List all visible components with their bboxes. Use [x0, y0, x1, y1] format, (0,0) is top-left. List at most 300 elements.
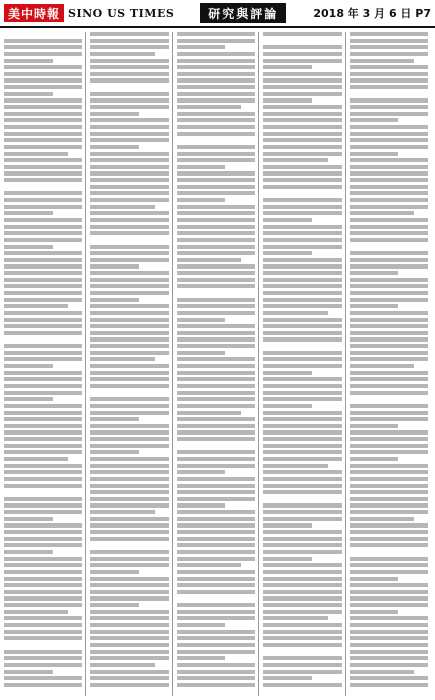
text-line	[263, 251, 312, 255]
text-line	[4, 636, 82, 640]
text-line	[263, 470, 341, 474]
text-line	[263, 231, 341, 235]
text-line	[90, 118, 168, 122]
text-line	[90, 291, 168, 295]
text-line	[90, 278, 168, 282]
text-line	[4, 543, 82, 547]
text-line	[4, 72, 82, 76]
text-line	[350, 630, 428, 634]
article-column-3	[177, 32, 259, 696]
text-line	[263, 577, 341, 581]
text-line	[350, 185, 428, 189]
text-line	[177, 523, 255, 527]
text-line	[350, 583, 428, 587]
text-line	[177, 470, 226, 474]
text-line	[263, 185, 341, 189]
text-line	[4, 45, 82, 49]
text-line	[263, 178, 341, 182]
text-line	[263, 537, 341, 541]
text-line	[90, 331, 168, 335]
text-line	[4, 497, 82, 501]
text-line	[263, 610, 341, 614]
text-line	[90, 590, 168, 594]
text-line	[4, 404, 82, 408]
text-line	[90, 258, 168, 262]
text-line	[90, 444, 168, 448]
text-line	[263, 417, 341, 421]
text-line	[4, 351, 82, 355]
text-line	[177, 211, 255, 215]
text-line	[177, 650, 255, 654]
text-line	[90, 298, 139, 302]
text-line	[90, 457, 168, 461]
text-line	[4, 284, 82, 288]
text-line	[177, 32, 255, 36]
text-line	[4, 211, 53, 215]
text-line	[177, 577, 255, 581]
text-line	[4, 225, 82, 229]
text-line	[4, 650, 82, 654]
text-line	[4, 52, 82, 56]
text-line	[263, 225, 341, 229]
text-line	[90, 32, 168, 36]
text-line	[263, 450, 341, 454]
text-line	[4, 59, 53, 63]
text-line	[350, 271, 399, 275]
text-line	[263, 218, 312, 222]
text-line	[90, 98, 168, 102]
text-line	[263, 331, 341, 335]
text-line	[90, 623, 168, 627]
text-line	[263, 39, 341, 43]
masthead	[0, 0, 435, 28]
text-line	[177, 550, 255, 554]
text-line	[90, 238, 168, 242]
text-line	[263, 676, 312, 680]
text-line	[90, 158, 168, 162]
text-line	[90, 411, 168, 415]
text-line	[4, 537, 82, 541]
text-line	[177, 105, 241, 109]
text-line	[263, 271, 341, 275]
text-line	[350, 264, 428, 268]
text-line	[350, 65, 428, 69]
text-line	[350, 537, 428, 541]
text-line	[4, 563, 82, 567]
text-line	[4, 444, 82, 448]
text-block	[350, 32, 428, 687]
text-line	[90, 596, 168, 600]
text-line	[90, 92, 168, 96]
text-line	[177, 118, 255, 122]
text-line	[350, 39, 428, 43]
text-line	[4, 158, 82, 162]
text-line	[90, 198, 168, 202]
text-line	[350, 391, 428, 395]
text-line	[4, 570, 82, 574]
text-line	[263, 411, 341, 415]
text-line	[350, 238, 428, 242]
text-line	[90, 550, 168, 554]
text-line	[263, 563, 341, 567]
text-line	[90, 577, 168, 581]
text-line	[177, 503, 226, 507]
text-line	[263, 311, 327, 315]
text-line	[263, 238, 341, 242]
text-line	[263, 570, 341, 574]
text-line	[350, 78, 428, 82]
text-line	[90, 663, 154, 667]
text-line	[90, 610, 168, 614]
text-line	[4, 344, 82, 348]
text-line	[263, 92, 341, 96]
text-line	[177, 278, 255, 282]
text-line	[350, 464, 428, 468]
text-line	[350, 218, 428, 222]
text-line	[4, 670, 53, 674]
text-line	[177, 450, 255, 454]
text-line	[350, 132, 428, 136]
text-line	[350, 165, 428, 169]
text-line	[177, 477, 255, 481]
text-line	[263, 65, 312, 69]
text-line	[350, 364, 414, 368]
text-line	[350, 590, 428, 594]
text-line	[177, 245, 255, 249]
text-line	[263, 590, 341, 594]
text-line	[350, 118, 399, 122]
dateline	[313, 5, 431, 21]
text-line	[177, 112, 255, 116]
text-line	[4, 32, 82, 36]
text-line	[350, 683, 428, 687]
text-line	[263, 683, 341, 687]
text-line	[263, 98, 312, 102]
text-line	[350, 550, 428, 554]
text-line	[90, 85, 168, 89]
section-title	[200, 3, 286, 23]
text-block	[90, 32, 168, 687]
text-line	[350, 298, 428, 302]
text-line	[350, 231, 428, 235]
text-line	[350, 98, 428, 102]
text-line	[350, 371, 428, 375]
text-line	[4, 417, 82, 421]
text-line	[4, 643, 82, 647]
text-line	[90, 351, 168, 355]
text-line	[90, 464, 168, 468]
text-line	[177, 165, 226, 169]
text-line	[350, 437, 428, 441]
text-line	[90, 78, 168, 82]
text-line	[90, 404, 168, 408]
text-line	[90, 437, 168, 441]
text-line	[4, 510, 82, 514]
text-line	[4, 65, 82, 69]
text-line	[4, 171, 82, 175]
issue-date: 2018 年 3 月 6 日	[313, 7, 412, 20]
text-line	[350, 205, 428, 209]
text-line	[263, 670, 341, 674]
text-line	[4, 517, 53, 521]
text-line	[4, 430, 82, 434]
text-line	[350, 211, 414, 215]
text-line	[90, 583, 168, 587]
text-line	[350, 318, 428, 322]
text-line	[263, 523, 312, 527]
text-line	[90, 570, 139, 574]
text-line	[4, 92, 53, 96]
text-line	[90, 371, 168, 375]
text-line	[350, 656, 428, 660]
text-line	[263, 643, 341, 647]
text-line	[350, 311, 428, 315]
text-line	[177, 616, 255, 620]
text-line	[263, 550, 341, 554]
text-line	[350, 477, 428, 481]
text-line	[90, 185, 168, 189]
text-line	[4, 218, 82, 222]
text-line	[350, 158, 428, 162]
text-line	[4, 523, 82, 527]
text-line	[350, 417, 428, 421]
text-line	[4, 384, 82, 388]
section-title-text: 研究與評論	[208, 6, 279, 21]
text-line	[350, 284, 428, 288]
text-line	[350, 543, 428, 547]
text-line	[4, 397, 53, 401]
text-line	[263, 384, 341, 388]
text-line	[90, 377, 168, 381]
text-line	[4, 304, 68, 308]
text-line	[177, 225, 255, 229]
text-line	[177, 98, 255, 102]
text-line	[90, 225, 168, 229]
text-line	[4, 656, 82, 660]
text-line	[4, 603, 82, 607]
text-line	[263, 656, 341, 660]
text-line	[90, 497, 168, 501]
page-number: P7	[415, 7, 431, 20]
text-line	[4, 457, 68, 461]
text-line	[350, 636, 428, 640]
text-line	[4, 251, 82, 255]
text-line	[177, 331, 255, 335]
text-line	[177, 371, 255, 375]
text-line	[350, 411, 428, 415]
text-line	[4, 298, 82, 302]
text-line	[4, 112, 82, 116]
text-line	[4, 557, 82, 561]
text-line	[350, 59, 414, 63]
text-line	[90, 603, 139, 607]
text-line	[177, 125, 255, 129]
text-line	[90, 676, 168, 680]
text-line	[90, 231, 168, 235]
text-line	[263, 32, 341, 36]
text-line	[90, 357, 154, 361]
text-line	[4, 371, 82, 375]
text-line	[350, 324, 428, 328]
text-line	[350, 450, 428, 454]
text-line	[263, 351, 341, 355]
text-line	[4, 470, 82, 474]
text-line	[90, 490, 168, 494]
text-line	[177, 411, 241, 415]
text-line	[90, 112, 139, 116]
text-line	[90, 503, 168, 507]
text-line	[177, 185, 255, 189]
text-line	[263, 59, 341, 63]
text-line	[90, 683, 168, 687]
text-line	[177, 258, 241, 262]
text-block	[4, 32, 82, 687]
text-line	[263, 198, 341, 202]
text-line	[263, 616, 327, 620]
text-line	[90, 650, 168, 654]
text-line	[350, 344, 428, 348]
text-line	[4, 185, 82, 189]
text-line	[177, 636, 255, 640]
text-line	[177, 377, 255, 381]
text-line	[90, 656, 168, 660]
text-line	[177, 543, 255, 547]
text-line	[263, 72, 341, 76]
text-line	[90, 670, 168, 674]
text-line	[350, 484, 428, 488]
text-block	[263, 32, 341, 687]
text-line	[90, 52, 154, 56]
text-line	[4, 278, 82, 282]
text-line	[4, 490, 82, 494]
text-line	[177, 291, 255, 295]
text-line	[4, 616, 82, 620]
text-line	[90, 218, 168, 222]
text-line	[90, 72, 168, 76]
text-line	[350, 178, 428, 182]
text-line	[177, 218, 255, 222]
text-line	[177, 311, 255, 315]
text-line	[177, 497, 255, 501]
text-line	[350, 258, 428, 262]
text-line	[263, 391, 341, 395]
text-line	[350, 570, 428, 574]
text-line	[177, 570, 255, 574]
text-line	[350, 603, 428, 607]
text-line	[350, 523, 428, 527]
text-line	[350, 490, 428, 494]
text-line	[177, 39, 255, 43]
text-line	[90, 211, 168, 215]
text-line	[350, 530, 428, 534]
text-line	[90, 165, 168, 169]
text-line	[263, 371, 312, 375]
text-line	[350, 138, 428, 142]
text-line	[350, 384, 428, 388]
text-line	[177, 45, 226, 49]
text-line	[177, 464, 255, 468]
text-line	[263, 630, 341, 634]
text-line	[177, 417, 255, 421]
text-line	[177, 145, 255, 149]
text-line	[350, 351, 428, 355]
text-line	[263, 85, 341, 89]
text-line	[4, 132, 82, 136]
text-line	[90, 138, 168, 142]
text-line	[263, 118, 341, 122]
text-line	[90, 470, 168, 474]
text-line	[4, 424, 82, 428]
text-line	[350, 517, 414, 521]
text-line	[4, 198, 82, 202]
text-line	[4, 337, 82, 341]
text-line	[90, 251, 168, 255]
text-line	[4, 357, 82, 361]
text-line	[4, 178, 82, 182]
text-line	[4, 477, 82, 481]
text-line	[90, 171, 168, 175]
text-line	[350, 577, 399, 581]
text-line	[350, 623, 428, 627]
text-line	[263, 324, 341, 328]
text-line	[263, 636, 341, 640]
text-line	[177, 92, 255, 96]
text-line	[90, 132, 168, 136]
text-line	[90, 205, 154, 209]
text-line	[263, 503, 341, 507]
text-line	[263, 298, 341, 302]
text-line	[177, 643, 255, 647]
text-line	[263, 397, 341, 401]
text-line	[90, 304, 168, 308]
text-line	[4, 324, 82, 328]
text-line	[177, 437, 255, 441]
text-line	[350, 503, 428, 507]
text-line	[4, 437, 82, 441]
text-line	[4, 105, 82, 109]
text-line	[177, 205, 255, 209]
text-line	[177, 178, 255, 182]
text-line	[350, 457, 399, 461]
text-line	[177, 623, 226, 627]
text-line	[90, 245, 168, 249]
text-line	[4, 264, 82, 268]
text-line	[177, 191, 255, 195]
text-line	[177, 596, 255, 600]
text-line	[90, 45, 168, 49]
text-line	[90, 417, 139, 421]
text-line	[177, 85, 255, 89]
article-columns	[4, 32, 431, 696]
text-line	[4, 152, 68, 156]
text-line	[350, 397, 428, 401]
text-line	[177, 158, 255, 162]
text-line	[177, 490, 255, 494]
text-line	[263, 284, 341, 288]
text-line	[263, 165, 341, 169]
text-line	[350, 337, 428, 341]
text-line	[263, 158, 327, 162]
text-line	[4, 165, 82, 169]
text-line	[4, 318, 82, 322]
text-line	[177, 603, 255, 607]
text-line	[350, 125, 428, 129]
text-line	[4, 377, 82, 381]
text-line	[4, 630, 82, 634]
text-line	[263, 444, 341, 448]
text-line	[90, 178, 168, 182]
text-line	[4, 138, 82, 142]
